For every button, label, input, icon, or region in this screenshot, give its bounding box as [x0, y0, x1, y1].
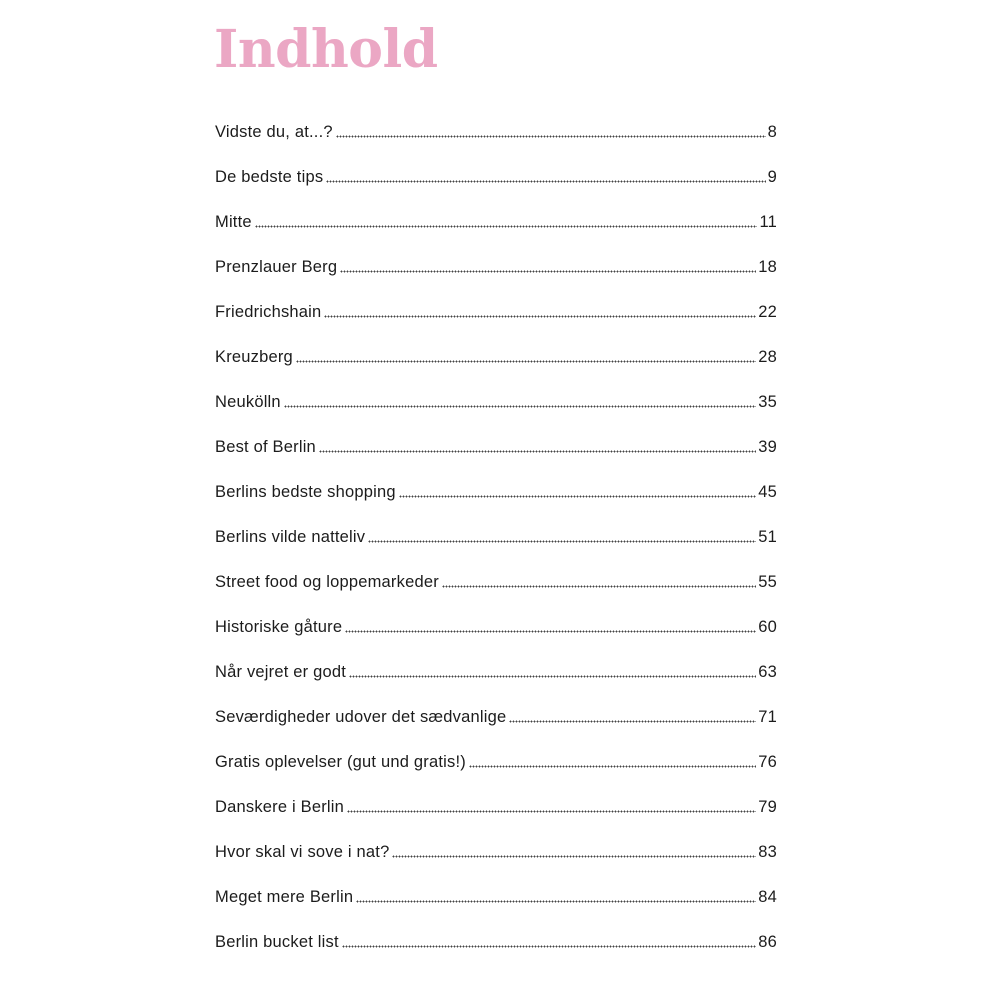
toc-entry-title: Neukölln [215, 393, 281, 411]
toc-entry [215, 155, 777, 200]
toc-entry [215, 875, 777, 920]
toc-entry [215, 380, 777, 425]
toc-entry [215, 830, 777, 875]
dot-leader [345, 629, 756, 635]
dot-leader [336, 134, 766, 140]
toc-entry [215, 290, 777, 335]
dot-leader [392, 854, 756, 860]
dot-leader [509, 719, 756, 725]
dot-leader [255, 224, 758, 230]
toc-entry [215, 650, 777, 695]
toc-entry-title: Friedrichshain [215, 303, 322, 321]
toc-entry [215, 110, 777, 155]
dot-leader [368, 539, 756, 545]
toc-page-number: 63 [758, 663, 777, 681]
toc-page-number: 51 [758, 528, 777, 546]
toc-entry [215, 335, 777, 380]
toc-page-number: 86 [758, 933, 777, 951]
dot-leader [319, 449, 756, 455]
toc-page-number: 18 [758, 258, 777, 276]
toc-page-number: 45 [758, 483, 777, 501]
toc-entry-title: Gratis oplevelser (gut und gratis!) [215, 753, 466, 771]
toc-entry-title: Berlins bedste shopping [215, 483, 396, 501]
toc-entry-title: Street food og loppemarkeder [215, 573, 439, 591]
dot-leader [349, 674, 756, 680]
toc-entry-title: Seværdigheder udover det sædvanlige [215, 708, 507, 726]
toc-entry-title: Vidste du, at...? [215, 123, 333, 141]
toc-entry [215, 470, 777, 515]
toc-page-number: 22 [758, 303, 777, 321]
dot-leader [442, 584, 756, 590]
toc-entry-title: Prenzlauer Berg [215, 258, 338, 276]
toc-entry [215, 740, 777, 785]
toc-page-number: 79 [758, 798, 777, 816]
toc-page-number: 76 [758, 753, 777, 771]
dot-leader [340, 269, 756, 275]
toc-page-number: 83 [758, 843, 777, 861]
dot-leader [347, 809, 756, 815]
toc-entry [215, 425, 777, 470]
toc-entry-title: Meget mere Berlin [215, 888, 354, 906]
toc-entry-title: Best of Berlin [215, 438, 316, 456]
dot-leader [296, 359, 756, 365]
table-of-contents [215, 110, 777, 965]
toc-entry [215, 560, 777, 605]
toc-entry-title: Når vejret er godt [215, 663, 347, 681]
toc-page-number: 11 [759, 213, 777, 231]
dot-leader [399, 494, 757, 500]
toc-entry-title: Hvor skal vi sove i nat? [215, 843, 390, 861]
dot-leader [284, 404, 756, 410]
page-title: Indhold [214, 19, 438, 80]
toc-page-number: 9 [767, 168, 777, 186]
toc-page-number: 28 [758, 348, 777, 366]
toc-page-number: 8 [767, 123, 777, 141]
toc-entry [215, 695, 777, 740]
toc-entry-title: Mitte [215, 213, 252, 231]
toc-entry-title: Danskere i Berlin [215, 798, 345, 816]
toc-entry-title: Berlins vilde natteliv [215, 528, 366, 546]
toc-page-number: 55 [758, 573, 777, 591]
dot-leader [356, 899, 756, 905]
dot-leader [326, 179, 765, 185]
toc-entry-title: Historiske gåture [215, 618, 343, 636]
toc-entry [215, 605, 777, 650]
toc-page-number: 39 [758, 438, 777, 456]
toc-entry [215, 785, 777, 830]
dot-leader [469, 764, 756, 770]
toc-page-number: 35 [758, 393, 777, 411]
toc-entry-title: De bedste tips [215, 168, 324, 186]
toc-page-number: 71 [758, 708, 777, 726]
toc-entry-title: Kreuzberg [215, 348, 293, 366]
toc-entry-title: Berlin bucket list [215, 933, 339, 951]
toc-entry [215, 200, 777, 245]
toc-entry [215, 245, 777, 290]
toc-page-number: 60 [758, 618, 777, 636]
toc-entry [215, 920, 777, 965]
toc-page-number: 84 [758, 888, 777, 906]
toc-entry [215, 515, 777, 560]
dot-leader [342, 944, 757, 950]
dot-leader [324, 314, 756, 320]
